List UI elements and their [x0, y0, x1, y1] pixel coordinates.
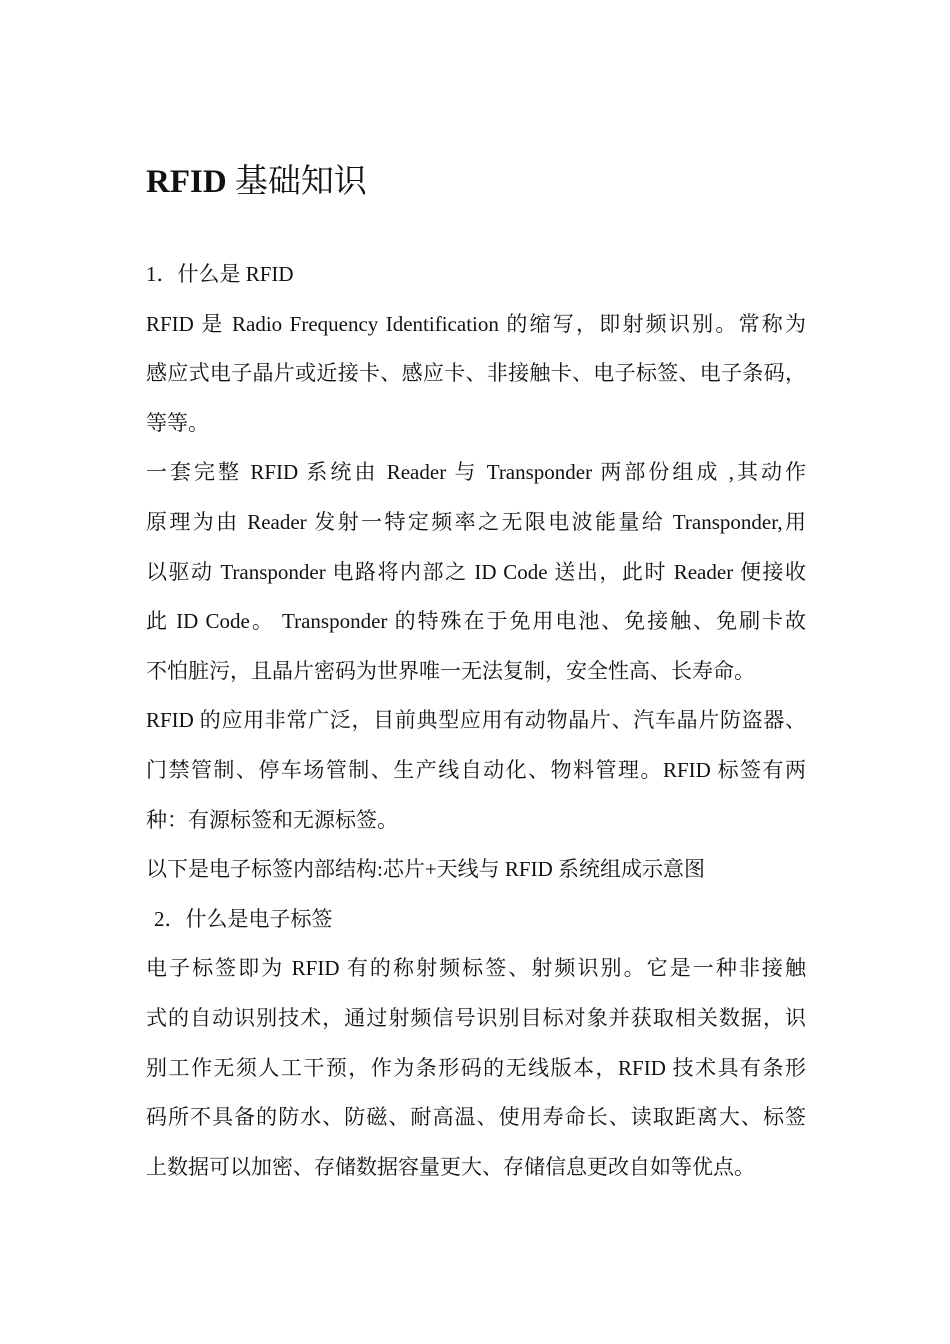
paragraph-line: 以驱动 Transponder 电路将内部之 ID Code 送出，此时 Reader 便接收	[146, 559, 806, 584]
paragraph-line: 门禁管制、停车场管制、生产线自动化、物料管理。RFID 标签有两	[146, 757, 806, 782]
paragraph-line: 原理为由 Reader 发射一特定频率之无限电波能量给 Transponder,用	[146, 509, 806, 534]
paragraph-line: 此 ID Code。 Transponder 的特殊在于免用电池、免接触、免刷卡故	[146, 609, 806, 634]
paragraph-line: 等等。	[146, 410, 209, 435]
paragraph-line: 式的自动识别技术，通过射频信号识别目标对象并获取相关数据，识	[146, 1005, 806, 1030]
paragraph-line: 别工作无须人工干预，作为条形码的无线版本，RFID 技术具有条形	[146, 1055, 806, 1080]
paragraph-line: 感应式电子晶片或近接卡、感应卡、非接触卡、电子标签、电子条码，	[146, 361, 806, 386]
paragraph-line: RFID 是 Radio Frequency Identification 的缩写，即射频识别。常称为	[146, 311, 806, 336]
paragraph-line: 种：有源标签和无源标签。	[146, 807, 398, 832]
paragraph-line: 上数据可以加密、存储数据容量更大、存储信息更改自如等优点。	[146, 1154, 755, 1179]
document-body	[146, 250, 806, 1192]
document-title	[146, 158, 367, 206]
paragraph-line: 以下是电子标签内部结构:芯片+天线与 RFID 系统组成示意图	[146, 857, 706, 882]
paragraph-line: 电子标签即为 RFID 有的称射频标签、射频识别。它是一种非接触	[146, 956, 806, 981]
title-cjk: 基础知识	[226, 164, 367, 200]
paragraph-line: RFID 的应用非常广泛，目前典型应用有动物晶片、汽车晶片防盗器、	[146, 708, 806, 733]
paragraph-line: 一套完整 RFID 系统由 Reader 与 Transponder 两部份组成 ,其动作	[146, 460, 806, 485]
section-heading-1: 1．什么是 RFID	[146, 262, 294, 286]
paragraph-line: 不怕脏污，且晶片密码为世界唯一无法复制，安全性高、长寿命。	[146, 658, 755, 683]
paragraph-line: 码所不具备的防水、防磁、耐高温、使用寿命长、读取距离大、标签	[146, 1105, 806, 1130]
section-heading-2: 2．什么是电子标签	[154, 906, 333, 931]
title-latin: RFID	[146, 164, 227, 200]
